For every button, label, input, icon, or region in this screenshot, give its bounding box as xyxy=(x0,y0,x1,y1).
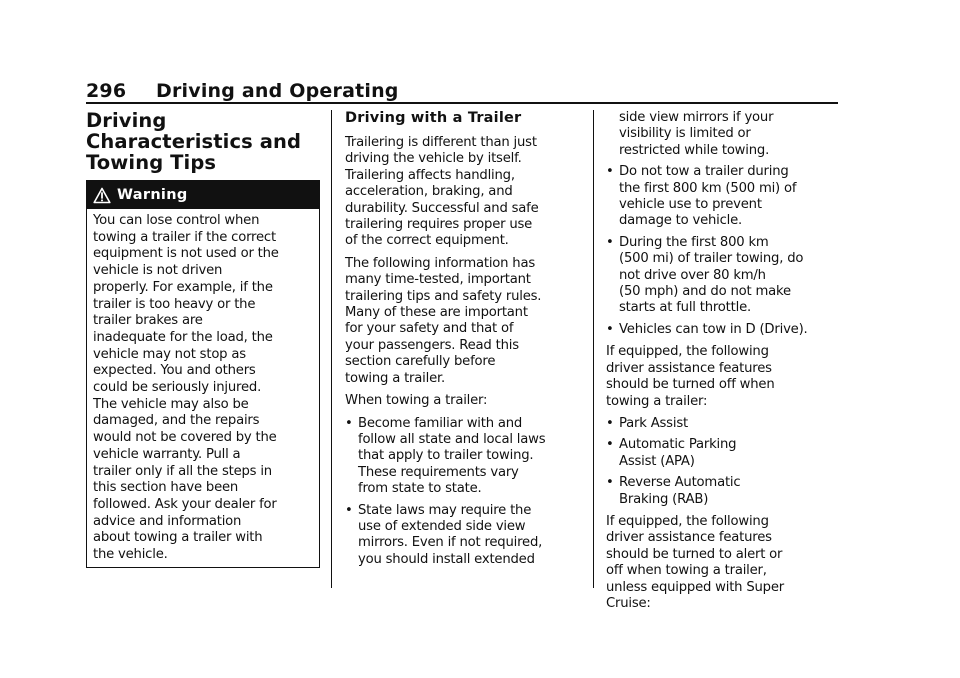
warning-box xyxy=(86,180,320,568)
text-line: many time-tested, important xyxy=(345,272,531,288)
bullet-icon: • xyxy=(345,415,353,431)
text-line: Many of these are important xyxy=(345,305,528,321)
text-line: section carefully before xyxy=(345,354,496,370)
text-line: Assist (APA) xyxy=(619,453,695,469)
text-line: expected. You and others xyxy=(93,363,256,379)
text-line: vehicle warranty. Pull a xyxy=(93,446,241,462)
text-line: towing a trailer. xyxy=(345,370,445,386)
text-line: Trailering is different than just xyxy=(345,135,537,150)
text-line: You can lose control when xyxy=(93,213,260,228)
text-line: The following information has xyxy=(345,255,536,271)
text-line: If equipped, the following xyxy=(606,344,769,360)
text-line: the vehicle. xyxy=(93,547,168,563)
text-line: starts at full throttle. xyxy=(619,300,751,316)
text-line: driving the vehicle by itself. xyxy=(345,151,522,167)
list-item xyxy=(606,235,841,317)
text-line: advice and information xyxy=(93,513,242,529)
bullet-icon: • xyxy=(345,502,353,518)
text-line: visibility is limited or xyxy=(619,126,751,142)
text-line: If equipped, the following xyxy=(606,513,769,529)
text-line: the first 800 km (500 mi) of xyxy=(619,180,797,196)
text-line: mirrors. Even if not required, xyxy=(358,535,543,551)
text-line: for your safety and that of xyxy=(345,321,514,337)
text-line: Trailering affects handling, xyxy=(345,167,515,183)
text-line: trailer only if all the steps in xyxy=(93,463,272,479)
chapter-title xyxy=(86,110,320,173)
bullet-icon: • xyxy=(606,415,614,431)
text-line: (500 mi) of trailer towing, do xyxy=(619,251,804,267)
paragraph xyxy=(606,344,841,410)
column-2 xyxy=(345,110,585,574)
text-line: damage to vehicle. xyxy=(619,213,743,229)
bullet-continuation xyxy=(606,110,841,159)
text-line: inadequate for the load, the xyxy=(93,329,273,345)
text-line: State laws may require the xyxy=(358,502,532,518)
text-line: trailer brakes are xyxy=(93,313,203,329)
warning-text xyxy=(87,209,319,564)
text-line: (50 mph) and do not make xyxy=(619,284,791,300)
list-item xyxy=(606,437,841,470)
text-line: When towing a trailer: xyxy=(345,393,488,409)
column-divider xyxy=(593,110,594,588)
text-line: damaged, and the repairs xyxy=(93,413,260,429)
text-line: vehicle is not driven xyxy=(93,263,223,279)
text-line: this section have been xyxy=(93,480,239,496)
text-line: acceleration, braking, and xyxy=(345,184,513,200)
text-line: trailering requires proper use xyxy=(345,217,533,233)
text-line: Do not tow a trailer during xyxy=(619,164,789,180)
text-line: from state to state. xyxy=(358,481,482,497)
list-item xyxy=(606,322,841,338)
text-line: vehicle may not stop as xyxy=(93,346,246,362)
text-line: should be turned off when xyxy=(606,377,775,393)
text-line: you should install extended xyxy=(358,551,535,567)
text-line: towing a trailer: xyxy=(606,393,708,409)
text-line: During the first 800 km xyxy=(619,234,769,250)
text-line: not drive over 80 km/h xyxy=(619,267,766,283)
column-3 xyxy=(606,110,841,618)
warning-triangle-icon xyxy=(93,187,111,204)
text-line: followed. Ask your dealer for xyxy=(93,496,277,512)
text-line: durability. Successful and safe xyxy=(345,200,539,216)
bullet-icon: • xyxy=(606,234,614,250)
paragraph xyxy=(345,393,585,409)
bullet-icon: • xyxy=(606,437,614,453)
text-line: Cruise: xyxy=(606,595,651,611)
text-line: would not be covered by the xyxy=(93,430,277,446)
text-line: Automatic Parking xyxy=(619,437,737,453)
text-line: use of extended side view xyxy=(358,518,526,534)
warning-label: Warning xyxy=(117,187,188,203)
list-item xyxy=(606,475,841,508)
text-line: trailering tips and safety rules. xyxy=(345,288,542,304)
paragraph xyxy=(345,256,585,387)
text-line: Braking (RAB) xyxy=(619,491,709,507)
column-1 xyxy=(86,110,320,173)
text-line: Reverse Automatic xyxy=(619,475,741,491)
text-line: vehicle use to prevent xyxy=(619,197,762,213)
warning-header xyxy=(87,181,319,209)
page-number: 296 xyxy=(86,80,127,102)
section-heading: Driving with a Trailer xyxy=(345,110,522,126)
text-line: equipment is not used or the xyxy=(93,246,279,262)
section-name: Driving and Operating xyxy=(156,80,399,102)
text-line: that apply to trailer towing. xyxy=(358,448,534,464)
list-item xyxy=(606,416,841,432)
text-line: could be seriously injured. xyxy=(93,380,262,396)
list-item xyxy=(606,164,841,230)
text-line: follow all state and local laws xyxy=(358,431,546,447)
column-divider xyxy=(331,110,332,588)
bullet-list xyxy=(345,416,585,569)
text-line: unless equipped with Super xyxy=(606,579,784,595)
text-line: your passengers. Read this xyxy=(345,337,519,353)
text-line: Park Assist xyxy=(619,415,688,431)
chapter-title-line: Characteristics and xyxy=(86,130,302,153)
text-line: Become familiar with and xyxy=(358,415,523,431)
header-rule xyxy=(86,102,838,104)
bullet-icon: • xyxy=(606,475,614,491)
bullet-list xyxy=(606,416,841,508)
chapter-title-line: Towing Tips xyxy=(86,151,217,174)
paragraph xyxy=(606,514,841,612)
text-line: side view mirrors if your xyxy=(619,110,774,125)
text-line: off when towing a trailer, xyxy=(606,563,767,579)
list-item xyxy=(345,416,585,498)
text-line: driver assistance features xyxy=(606,530,772,546)
paragraph xyxy=(345,135,585,250)
bullet-icon: • xyxy=(606,321,614,337)
chapter-title-line: Driving xyxy=(86,109,167,132)
text-line: These requirements vary xyxy=(358,464,519,480)
text-line: trailer is too heavy or the xyxy=(93,296,256,312)
text-line: restricted while towing. xyxy=(619,142,770,158)
text-line: The vehicle may also be xyxy=(93,396,249,412)
bullet-icon: • xyxy=(606,164,614,180)
text-line: towing a trailer if the correct xyxy=(93,229,276,245)
list-item xyxy=(345,503,585,569)
text-line: Vehicles can tow in D (Drive). xyxy=(619,321,808,337)
text-line: about towing a trailer with xyxy=(93,530,263,546)
text-line: driver assistance features xyxy=(606,360,772,376)
text-line: should be turned to alert or xyxy=(606,546,783,562)
text-line: of the correct equipment. xyxy=(345,233,509,249)
text-line: properly. For example, if the xyxy=(93,279,273,295)
bullet-list xyxy=(606,164,841,338)
